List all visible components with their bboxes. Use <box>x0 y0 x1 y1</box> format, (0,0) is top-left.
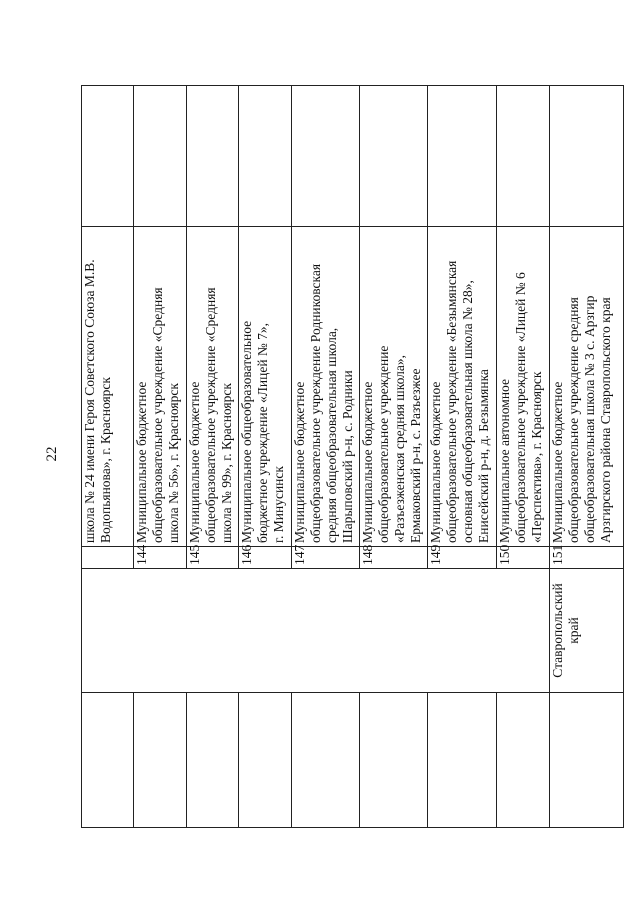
institution-name <box>239 227 292 547</box>
institution-line: «Перспектива», г. Красноярск <box>529 371 544 543</box>
table-row <box>292 86 360 828</box>
row-number-text: 150 <box>497 544 512 565</box>
table-row <box>187 86 239 828</box>
institution-line: Муниципальное общеобразовательное <box>239 320 254 543</box>
institution-line: «Разъезженская средняя школа», <box>392 354 407 543</box>
table-row <box>428 86 497 828</box>
institutions-table <box>81 85 624 828</box>
empty-cell <box>550 86 624 227</box>
row-number-text: 148 <box>360 544 375 565</box>
institution-line: Муниципальное бюджетное <box>360 381 375 543</box>
institution-line: Муниципальное бюджетное <box>134 381 149 543</box>
institution-line: г. Минусинск <box>271 466 286 543</box>
page-number: 22 <box>44 446 60 462</box>
row-number <box>239 544 292 569</box>
empty-cell <box>134 86 187 227</box>
region-cell-empty <box>82 569 550 693</box>
row-number <box>550 544 624 569</box>
table-row <box>134 86 187 828</box>
institution-line: Ермаковский р-н, с. Разъезжее <box>408 368 423 543</box>
table-body <box>82 86 624 828</box>
empty-cell <box>292 86 360 227</box>
row-number <box>187 544 239 569</box>
row-number <box>134 544 187 569</box>
institution-name <box>550 227 624 547</box>
row-number-text: 147 <box>292 544 307 565</box>
institution-line: Енисейский р-н, д. Безымянка <box>476 369 491 543</box>
empty-cell <box>187 86 239 227</box>
empty-cell <box>360 86 428 227</box>
institution-line: Шарыповский р-н, с. Родники <box>340 370 355 543</box>
row-number <box>497 544 550 569</box>
institution-name <box>360 227 428 547</box>
institution-line: Муниципальное бюджетное <box>292 381 307 543</box>
empty-cell <box>239 86 292 227</box>
institution-line: школа № 24 имени Героя Советского Союза М.В. <box>82 259 97 543</box>
institution-line: средняя общеобразовательная школа, <box>324 327 339 543</box>
institution-line: Муниципальное автономное <box>497 379 512 543</box>
row-number-text: 151 <box>550 544 565 565</box>
empty-cell <box>82 86 134 227</box>
institution-line: Водопьянова», г. Красноярск <box>98 377 113 543</box>
rotated-table-wrapper <box>81 85 613 828</box>
institution-line: общеобразовательное учреждение средняя <box>566 297 581 543</box>
region-name: Ставропольский край <box>550 583 581 678</box>
empty-cell <box>428 693 497 828</box>
row-number-text: 145 <box>187 544 202 565</box>
empty-cell <box>550 693 624 828</box>
institution-name <box>497 227 550 547</box>
empty-cell <box>134 693 187 828</box>
row-number-text: 146 <box>239 544 254 565</box>
empty-cell <box>497 86 550 227</box>
empty-cell <box>497 693 550 828</box>
empty-cell <box>360 693 428 828</box>
institution-line: основная общеобразовательная школа № 28», <box>460 280 475 543</box>
row-number-text: 144 <box>134 544 149 565</box>
institution-name <box>292 227 360 547</box>
institution-name <box>82 227 134 547</box>
institution-line: школа № 99», г. Красноярск <box>219 383 234 543</box>
table-row <box>550 86 624 828</box>
institution-line: общеобразовательное учреждение <box>376 345 391 543</box>
institution-line: Муниципальное бюджетное <box>550 381 565 543</box>
table-row <box>239 86 292 828</box>
institution-line: бюджетное учреждение «Лицей № 7», <box>255 322 270 543</box>
empty-cell <box>82 693 134 828</box>
empty-cell <box>239 693 292 828</box>
institution-name <box>187 227 239 547</box>
institution-name <box>428 227 497 547</box>
empty-cell <box>187 693 239 828</box>
row-number <box>360 544 428 569</box>
row-number <box>82 547 134 569</box>
institution-line: общеобразовательная школа № 3 с. Арзгир <box>582 295 597 543</box>
table-row <box>360 86 428 828</box>
institution-line: общеобразовательное учреждение «Безымянская <box>444 260 459 543</box>
institution-line: Муниципальное бюджетное <box>428 381 443 543</box>
institution-name <box>134 227 187 547</box>
row-number <box>428 544 497 569</box>
row-number-text: 149 <box>428 544 443 565</box>
institution-line: Муниципальное бюджетное <box>187 381 202 543</box>
institution-line: Арзгирского района Ставропольского края <box>598 297 613 543</box>
institution-line: школа № 56», г. Красноярск <box>166 383 181 543</box>
table-row <box>497 86 550 828</box>
institution-line: общеобразовательное учреждение «Лицей № 6 <box>513 272 528 543</box>
empty-cell <box>292 693 360 828</box>
region-cell <box>550 569 624 693</box>
institution-line: общеобразовательное учреждение «Средняя <box>203 287 218 543</box>
empty-cell <box>428 86 497 227</box>
table-row <box>82 86 134 828</box>
institution-line: общеобразовательное учреждение «Средняя <box>150 287 165 543</box>
row-number <box>292 544 360 569</box>
institution-line: общеобразовательное учреждение Родниковская <box>308 263 323 543</box>
